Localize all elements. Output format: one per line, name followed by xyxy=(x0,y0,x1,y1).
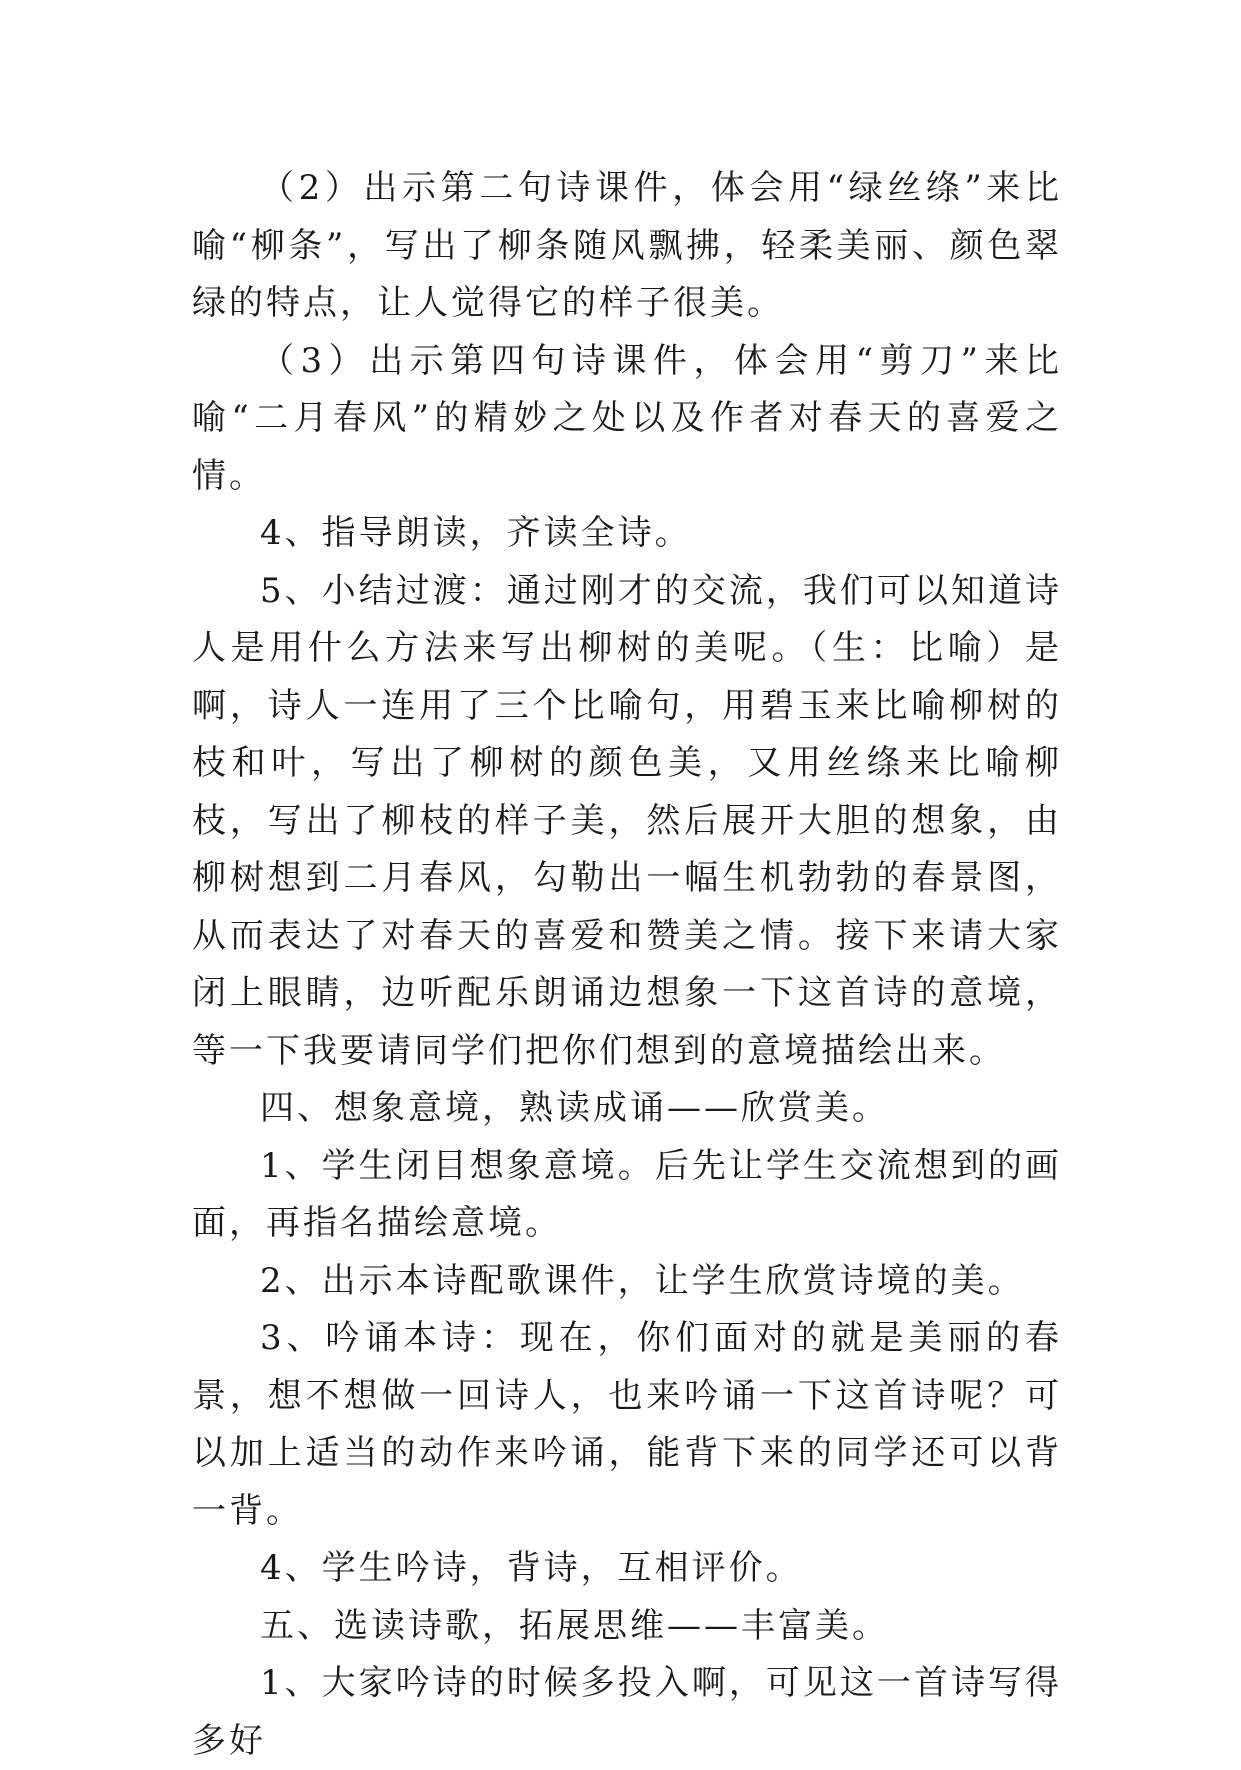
section-heading-expand-thinking: 五、选读诗歌，拓展思维——丰富美。 xyxy=(260,1605,889,1646)
document-body xyxy=(192,160,1062,1770)
paragraph-peer-review: 4、学生吟诗，背诗，互相评价。 xyxy=(260,1548,803,1588)
paragraph-close-eyes-imagine: 1、学生闭目想象意境。后先让学生交流想到的画面，再指名描绘意境。 xyxy=(192,1145,1062,1243)
paragraph-guided-reading: 4、指导朗读，齐读全诗。 xyxy=(260,513,692,553)
section-heading-imagine-scene: 四、想象意境，熟读成诵——欣赏美。 xyxy=(260,1088,889,1128)
paragraph-recite-poem: 3、吟诵本诗：现在，你们面对的就是美丽的春景，想不想做一回诗人，也来吟诵一下这首诗呢？可以加上适当的动作来吟诵，能背下来的同学还可以背一背。 xyxy=(192,1318,1062,1531)
paragraph-show-song-courseware: 2、出示本诗配歌课件，让学生欣赏诗境的美。 xyxy=(260,1260,1025,1301)
paragraph-step-3-metaphor-scissors: （3）出示第四句诗课件，体会用“剪刀”来比喻“二月春风”的精妙之处以及作者对春天的喜爱之情。 xyxy=(192,340,1062,496)
paragraph-poem-well-written: 1、大家吟诗的时候多投入啊，可见这一首诗写得多好 xyxy=(192,1663,1062,1761)
paragraph-summary-transition: 5、小结过渡：通过刚才的交流，我们可以知道诗人是用什么方法来写出柳树的美呢。（生：比喻）是啊，诗人一连用了三个比喻句，用碧玉来比喻柳树的枝和叶，写出了柳树的颜色美，又用丝绦来比喻柳枝，写出了柳枝的样子美，然后展开大胆的想象，由柳树想到二月春风，勾勒出一幅生机勃勃的春景图，从而表达了对春天的喜爱和赞美之情。接下来请大家闭上眼睛，边听配乐朗诵边想象一下这首诗的意境，等一下我要请同学们把你们想到的意境描绘出来。 xyxy=(192,570,1062,1071)
paragraph-step-2-metaphor-willow: （2）出示第二句诗课件，体会用“绿丝绦”来比喻“柳条”，写出了柳条随风飘拂，轻柔美丽、颜色翠绿的特点，让人觉得它的样子很美。 xyxy=(192,168,1062,323)
